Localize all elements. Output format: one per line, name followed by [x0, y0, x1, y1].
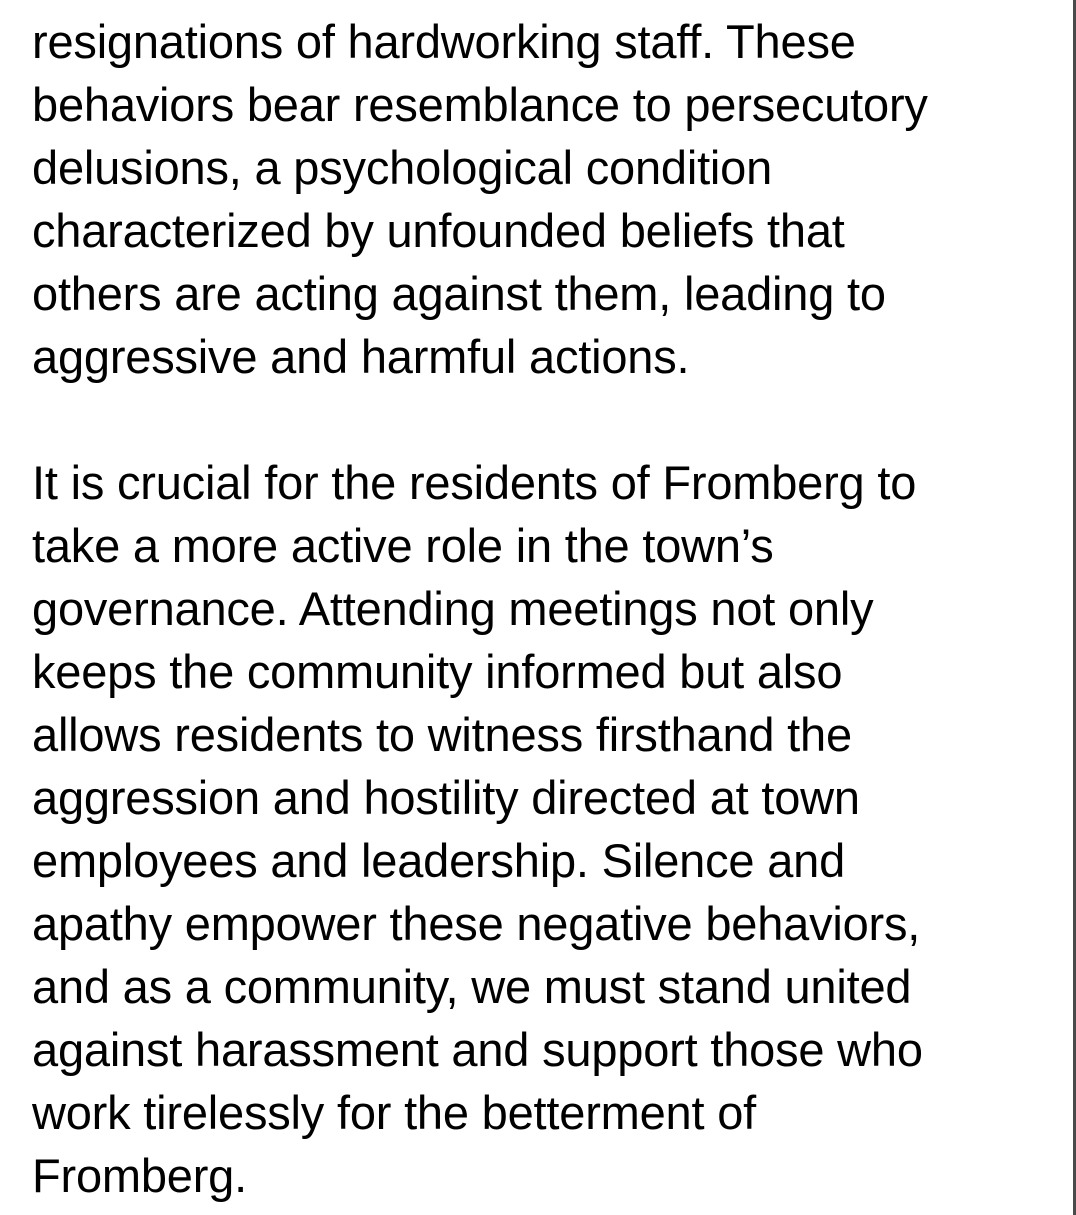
text-line: It is crucial for the residents of Fromberg to [32, 456, 917, 509]
text-line: against harassment and support those who [32, 1023, 923, 1076]
text-line: delusions, a psychological condition [32, 141, 773, 194]
text-line: apathy empower these negative behaviors, [32, 897, 921, 950]
text-line: and as a community, we must stand united [32, 960, 912, 1013]
text-line: governance. Attending meetings not only [32, 582, 874, 635]
text-line: others are acting against them, leading to [32, 267, 886, 320]
text-line: keeps the community informed but also [32, 645, 843, 698]
text-line: characterized by unfounded beliefs that [32, 204, 845, 257]
text-line: take a more active role in the town’s [32, 519, 774, 572]
text-line: aggression and hostility directed at town [32, 771, 860, 824]
paragraph-call-to-action [32, 451, 1062, 1207]
text-line: work tirelessly for the betterment of [32, 1086, 756, 1139]
text-line: behaviors bear resemblance to persecutory [32, 78, 928, 131]
text-line: employees and leadership. Silence and [32, 834, 846, 887]
text-line: aggressive and harmful actions. [32, 330, 690, 383]
text-line: allows residents to witness firsthand the [32, 708, 852, 761]
post-text-body [32, 10, 1062, 1207]
text-line: resignations of hardworking staff. These [32, 15, 856, 68]
text-line: Fromberg. [32, 1149, 247, 1202]
paragraph-behaviors [32, 10, 1062, 388]
